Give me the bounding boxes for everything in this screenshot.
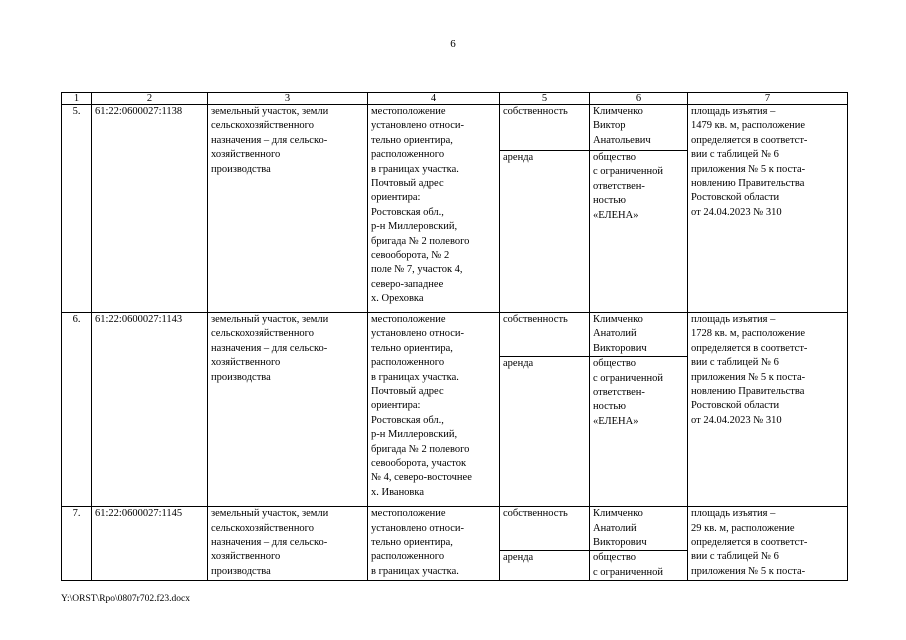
row-number: 7. [62,507,92,581]
column-header: 1 [62,93,92,105]
column-header: 3 [208,93,368,105]
withdrawal-note: площадь изъятия – 29 кв. м, расположение определяется в соответст- вии с таблицей № 6 приложения № 5 к поста- [688,507,848,581]
row-number: 6. [62,313,92,507]
table-row [62,507,848,551]
right-holder: Климченко Виктор Анатольевич [590,105,688,151]
table-row [62,313,848,357]
table-row [62,105,848,151]
column-header: 2 [92,93,208,105]
location-description: местоположение установлено относи- тельно ориентира, расположенного в границах участка. Почтовый адрес ориентира: Ростовская обл., р-н Миллеровский, бригада № 2 полевого севооборота, № 2 поле № 7, участок 4, северо-западнее х. Ореховка [368,105,500,313]
withdrawal-note: площадь изъятия – 1479 кв. м, расположение определяется в соответст- вии с таблицей № 6 приложения № 5 к поста- новлению Правительства Ростовской области от 24.04.2023 № 310 [688,105,848,313]
right-holder: общество с ограниченной [590,551,688,581]
row-number: 5. [62,105,92,313]
right-holder: общество с ограниченной ответствен- ностью «ЕЛЕНА» [590,357,688,507]
cadastral-number: 61:22:0600027:1145 [92,507,208,581]
right-type: аренда [500,151,590,313]
column-header: 7 [688,93,848,105]
column-header: 6 [590,93,688,105]
cadastral-number: 61:22:0600027:1143 [92,313,208,507]
location-description: местоположение установлено относи- тельно ориентира, расположенного в границах участка. Почтовый адрес ориентира: Ростовская обл., р-н Миллеровский, бригада № 2 полевого севооборота, участок № 4, северо-восточнее х. Ивановка [368,313,500,507]
file-path-footer: Y:\ORST\Rpo\0807r702.f23.docx [61,594,190,604]
right-type: собственность [500,313,590,357]
right-holder: Климченко Анатолий Викторович [590,507,688,551]
right-type: аренда [500,551,590,581]
page-number: 6 [450,38,456,50]
withdrawal-note: площадь изъятия – 1728 кв. м, расположение определяется в соответст- вии с таблицей № 6 приложения № 5 к поста- новлению Правительства Ростовской области от 24.04.2023 № 310 [688,313,848,507]
column-header: 4 [368,93,500,105]
land-category: земельный участок, земли сельскохозяйственного назначения – для сельско- хозяйственного производства [208,507,368,581]
land-category: земельный участок, земли сельскохозяйственного назначения – для сельско- хозяйственного производства [208,313,368,507]
right-holder: Климченко Анатолий Викторович [590,313,688,357]
column-number-row [62,93,848,105]
right-type: собственность [500,105,590,151]
location-description: местоположение установлено относи- тельно ориентира, расположенного в границах участка. [368,507,500,581]
land-plots-table [61,92,848,581]
land-category: земельный участок, земли сельскохозяйственного назначения – для сельско- хозяйственного производства [208,105,368,313]
right-holder: общество с ограниченной ответствен- ностью «ЕЛЕНА» [590,151,688,313]
column-header: 5 [500,93,590,105]
right-type: собственность [500,507,590,551]
right-type: аренда [500,357,590,507]
cadastral-number: 61:22:0600027:1138 [92,105,208,313]
